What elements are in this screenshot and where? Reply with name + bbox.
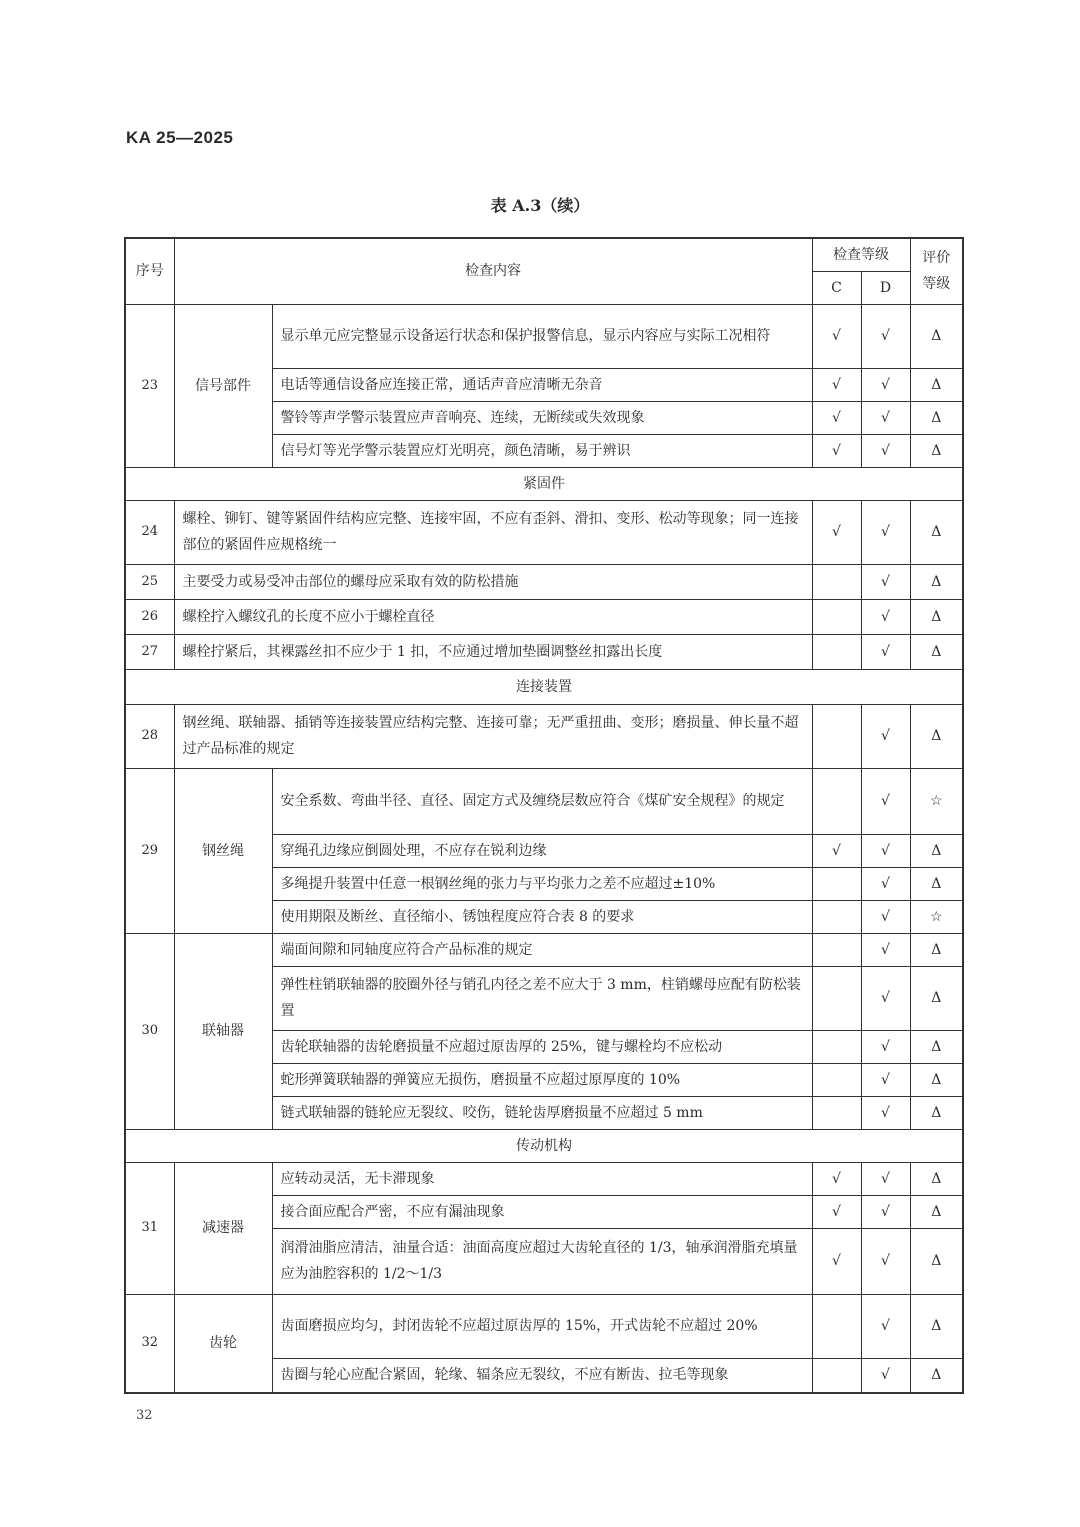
level-d-mark: √ <box>861 1195 910 1228</box>
item-text: 穿绳孔边缘应倒圆处理，不应存在锐利边缘 <box>272 834 812 867</box>
item-text: 齿轮联轴器的齿轮磨损量不应超过原齿厚的 25%，键与螺栓均不应松动 <box>272 1030 812 1063</box>
grade-mark: Δ <box>910 1096 963 1129</box>
level-d-mark: √ <box>861 564 910 599</box>
item-text: 蛇形弹簧联轴器的弹簧应无损伤，磨损量不应超过原厚度的 10% <box>272 1063 812 1096</box>
row-index: 29 <box>125 768 174 933</box>
level-c-mark <box>812 1096 861 1129</box>
level-d-mark: √ <box>861 1358 910 1393</box>
item-text: 齿面磨损应均匀，封闭齿轮不应超过原齿厚的 15%，开式齿轮不应超过 20% <box>272 1294 812 1358</box>
item-text: 弹性柱销联轴器的胶圈外径与销孔内径之差不应大于 3 mm，柱销螺母应配有防松装置 <box>272 966 812 1030</box>
level-d-mark: √ <box>861 933 910 966</box>
grade-mark: Δ <box>910 834 963 867</box>
level-d-mark: √ <box>861 304 910 368</box>
item-text: 钢丝绳、联轴器、插销等连接装置应结构完整、连接可靠；无严重扭曲、变形；磨损量、伸长量不超过产品标准的规定 <box>174 704 812 768</box>
grade-mark: Δ <box>910 304 963 368</box>
table-row <box>125 500 963 564</box>
row-index: 32 <box>125 1294 174 1393</box>
level-d-mark: √ <box>861 1294 910 1358</box>
item-text: 安全系数、弯曲半径、直径、固定方式及缠绕层数应符合《煤矿安全规程》的规定 <box>272 768 812 834</box>
row-index: 31 <box>125 1162 174 1294</box>
level-d-mark: √ <box>861 966 910 1030</box>
level-c-mark: √ <box>812 834 861 867</box>
row-index: 30 <box>125 933 174 1129</box>
level-c-mark: √ <box>812 304 861 368</box>
grade-mark: Δ <box>910 599 963 634</box>
item-text: 主要受力或易受冲击部位的螺母应采取有效的防松措施 <box>174 564 812 599</box>
row-index: 23 <box>125 304 174 467</box>
item-text: 警铃等声学警示装置应声音响亮、连续，无断续或失效现象 <box>272 401 812 434</box>
standard-code: KA 25—2025 <box>126 128 234 147</box>
grade-mark: ☆ <box>910 768 963 834</box>
level-c-mark: √ <box>812 368 861 401</box>
grade-mark: Δ <box>910 867 963 900</box>
level-d-mark: √ <box>861 1162 910 1195</box>
level-d-mark: √ <box>861 401 910 434</box>
level-c-mark: √ <box>812 1195 861 1228</box>
grade-mark: Δ <box>910 933 963 966</box>
grade-mark: Δ <box>910 634 963 669</box>
level-d-mark: √ <box>861 768 910 834</box>
level-d-mark: √ <box>861 368 910 401</box>
item-text: 螺栓拧入螺纹孔的长度不应小于螺栓直径 <box>174 599 812 634</box>
level-c-mark: √ <box>812 401 861 434</box>
grade-mark: Δ <box>910 1162 963 1195</box>
item-text: 链式联轴器的链轮应无裂纹、咬伤，链轮齿厚磨损量不应超过 5 mm <box>272 1096 812 1129</box>
item-text: 螺栓拧紧后，其裸露丝扣不应少于 1 扣，不应通过增加垫圈调整丝扣露出长度 <box>174 634 812 669</box>
header-rating: 评价等级 <box>910 238 963 304</box>
grade-mark: Δ <box>910 704 963 768</box>
row-category: 减速器 <box>174 1162 272 1294</box>
row-index: 24 <box>125 500 174 564</box>
item-text: 使用期限及断丝、直径缩小、锈蚀程度应符合表 8 的要求 <box>272 900 812 933</box>
level-d-mark: √ <box>861 900 910 933</box>
level-d-mark: √ <box>861 599 910 634</box>
grade-mark: Δ <box>910 1063 963 1096</box>
level-d-mark: √ <box>861 434 910 467</box>
grade-mark: Δ <box>910 1358 963 1393</box>
item-text: 显示单元应完整显示设备运行状态和保护报警信息，显示内容应与实际工况相符 <box>272 304 812 368</box>
level-d-mark: √ <box>861 1228 910 1294</box>
grade-mark: Δ <box>910 1195 963 1228</box>
section-row <box>125 669 963 704</box>
level-c-mark <box>812 1063 861 1096</box>
table-row <box>125 768 963 834</box>
section-heading: 紧固件 <box>125 467 963 500</box>
level-c-mark <box>812 768 861 834</box>
item-text: 润滑油脂应清洁，油量合适：油面高度应超过大齿轮直径的 1/3，轴承润滑脂充填量应为油腔容积的 1/2～1/3 <box>272 1228 812 1294</box>
grade-mark: Δ <box>910 1294 963 1358</box>
section-heading: 传动机构 <box>125 1129 963 1162</box>
row-index: 25 <box>125 564 174 599</box>
grade-mark: Δ <box>910 368 963 401</box>
level-c-mark <box>812 966 861 1030</box>
level-c-mark <box>812 599 861 634</box>
level-c-mark <box>812 1358 861 1393</box>
grade-mark: Δ <box>910 401 963 434</box>
row-index: 28 <box>125 704 174 768</box>
table-row <box>125 1294 963 1358</box>
level-c-mark <box>812 704 861 768</box>
item-text: 电话等通信设备应连接正常，通话声音应清晰无杂音 <box>272 368 812 401</box>
item-text: 接合面应配合严密，不应有漏油现象 <box>272 1195 812 1228</box>
header-index: 序号 <box>125 238 174 304</box>
table-row <box>125 1162 963 1195</box>
row-index: 26 <box>125 599 174 634</box>
row-category: 钢丝绳 <box>174 768 272 933</box>
section-row <box>125 1129 963 1162</box>
row-category: 联轴器 <box>174 933 272 1129</box>
level-c-mark: √ <box>812 1228 861 1294</box>
item-text: 齿圈与轮心应配合紧固，轮缘、辐条应无裂纹，不应有断齿、拉毛等现象 <box>272 1358 812 1393</box>
level-d-mark: √ <box>861 1030 910 1063</box>
level-c-mark: √ <box>812 500 861 564</box>
header-content: 检查内容 <box>174 238 812 304</box>
grade-mark: Δ <box>910 1228 963 1294</box>
table-row <box>125 704 963 768</box>
level-c-mark <box>812 564 861 599</box>
table-title: 表 A.3（续） <box>490 196 590 215</box>
grade-mark: Δ <box>910 564 963 599</box>
inspection-table <box>124 237 964 1394</box>
page-number: 32 <box>136 1408 153 1423</box>
level-c-mark: √ <box>812 434 861 467</box>
table-row <box>125 304 963 368</box>
grade-mark: Δ <box>910 434 963 467</box>
grade-mark: Δ <box>910 966 963 1030</box>
level-d-mark: √ <box>861 867 910 900</box>
grade-mark: Δ <box>910 1030 963 1063</box>
header-check-level: 检查等级 <box>812 238 910 271</box>
level-d-mark: √ <box>861 1063 910 1096</box>
table-row <box>125 564 963 599</box>
item-text: 螺栓、铆钉、键等紧固件结构应完整、连接牢固，不应有歪斜、滑扣、变形、松动等现象；同一连接部位的紧固件应规格统一 <box>174 500 812 564</box>
item-text: 应转动灵活，无卡滞现象 <box>272 1162 812 1195</box>
header-level-c: C <box>812 271 861 304</box>
level-d-mark: √ <box>861 500 910 564</box>
item-text: 信号灯等光学警示装置应灯光明亮，颜色清晰，易于辨识 <box>272 434 812 467</box>
grade-mark: ☆ <box>910 900 963 933</box>
table-row <box>125 634 963 669</box>
level-c-mark <box>812 900 861 933</box>
table-row <box>125 599 963 634</box>
header-level-d: D <box>861 271 910 304</box>
level-c-mark <box>812 1294 861 1358</box>
level-c-mark <box>812 933 861 966</box>
row-category: 齿轮 <box>174 1294 272 1393</box>
row-index: 27 <box>125 634 174 669</box>
section-heading: 连接装置 <box>125 669 963 704</box>
level-c-mark <box>812 634 861 669</box>
level-d-mark: √ <box>861 1096 910 1129</box>
level-c-mark: √ <box>812 1162 861 1195</box>
level-d-mark: √ <box>861 704 910 768</box>
level-c-mark <box>812 1030 861 1063</box>
table-row <box>125 933 963 966</box>
section-row <box>125 467 963 500</box>
item-text: 多绳提升装置中任意一根钢丝绳的张力与平均张力之差不应超过±10% <box>272 867 812 900</box>
level-c-mark <box>812 867 861 900</box>
level-d-mark: √ <box>861 834 910 867</box>
row-category: 信号部件 <box>174 304 272 467</box>
item-text: 端面间隙和同轴度应符合产品标准的规定 <box>272 933 812 966</box>
grade-mark: Δ <box>910 500 963 564</box>
level-d-mark: √ <box>861 634 910 669</box>
